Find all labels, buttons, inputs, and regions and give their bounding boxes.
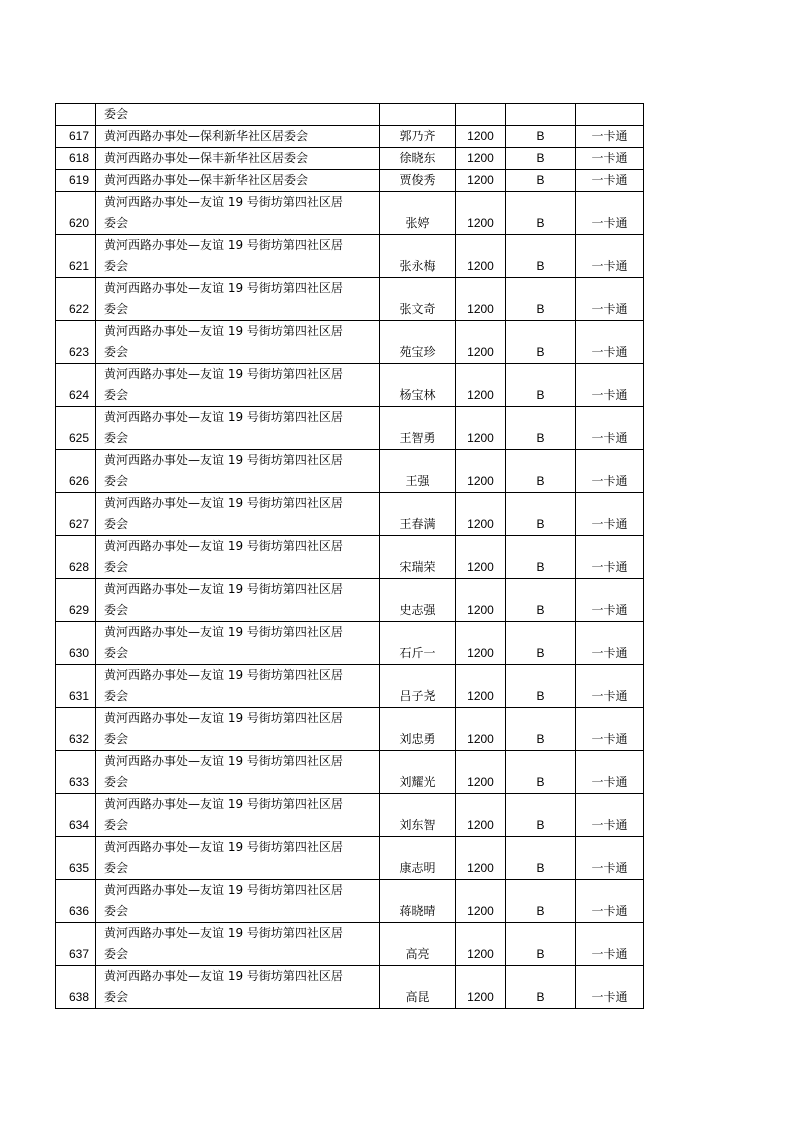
- grade-cell: B: [506, 708, 576, 751]
- amount-cell: 1200: [456, 321, 506, 364]
- type-cell: 一卡通: [576, 450, 644, 493]
- grade-cell: [506, 104, 576, 126]
- amount-cell: 1200: [456, 794, 506, 837]
- amount-cell: 1200: [456, 622, 506, 665]
- grade-cell: B: [506, 148, 576, 170]
- amount-cell: 1200: [456, 278, 506, 321]
- row-number-cell: 629: [56, 579, 96, 622]
- unit-line: 黄河西路办事处—保丰新华社区居委会: [104, 151, 309, 165]
- grade-cell: B: [506, 170, 576, 192]
- unit-line: 黄河西路办事处—友谊 19 号街坊第四社区居: [104, 539, 343, 553]
- type-cell: 一卡通: [576, 126, 644, 148]
- unit-line: 委会: [104, 560, 129, 574]
- grade-cell: B: [506, 966, 576, 1009]
- amount-cell: 1200: [456, 751, 506, 794]
- table-row: [56, 622, 644, 665]
- unit-line: 委会: [104, 345, 129, 359]
- grade-cell: B: [506, 450, 576, 493]
- grade-cell: B: [506, 880, 576, 923]
- amount-cell: 1200: [456, 708, 506, 751]
- unit-line: 黄河西路办事处—友谊 19 号街坊第四社区居: [104, 926, 343, 940]
- type-cell: 一卡通: [576, 278, 644, 321]
- name-cell: 张文奇: [380, 278, 456, 321]
- unit-cell: [96, 192, 380, 235]
- amount-cell: 1200: [456, 493, 506, 536]
- row-number-cell: 632: [56, 708, 96, 751]
- unit-line: 黄河西路办事处—友谊 19 号街坊第四社区居: [104, 754, 343, 768]
- unit-cell: [96, 235, 380, 278]
- type-cell: [576, 104, 644, 126]
- unit-line: 黄河西路办事处—友谊 19 号街坊第四社区居: [104, 840, 343, 854]
- unit-cell: [96, 966, 380, 1009]
- unit-line: 黄河西路办事处—保丰新华社区居委会: [104, 173, 309, 187]
- grade-cell: B: [506, 235, 576, 278]
- amount-cell: 1200: [456, 536, 506, 579]
- row-number-cell: 630: [56, 622, 96, 665]
- table-row: [56, 235, 644, 278]
- unit-line: 黄河西路办事处—友谊 19 号街坊第四社区居: [104, 410, 343, 424]
- table-row: [56, 192, 644, 235]
- unit-cell: [96, 321, 380, 364]
- unit-line: 委会: [104, 517, 129, 531]
- unit-line: 委会: [104, 990, 129, 1004]
- unit-cell: [96, 170, 380, 192]
- name-cell: 吕子尧: [380, 665, 456, 708]
- unit-line: 黄河西路办事处—友谊 19 号街坊第四社区居: [104, 969, 343, 983]
- unit-cell: [96, 450, 380, 493]
- unit-line: 黄河西路办事处—友谊 19 号街坊第四社区居: [104, 324, 343, 338]
- name-cell: 王强: [380, 450, 456, 493]
- unit-cell: [96, 536, 380, 579]
- type-cell: 一卡通: [576, 407, 644, 450]
- table-row: [56, 708, 644, 751]
- table-row: [56, 579, 644, 622]
- table-row: [56, 751, 644, 794]
- name-cell: 张永梅: [380, 235, 456, 278]
- grade-cell: B: [506, 364, 576, 407]
- unit-line: 黄河西路办事处—友谊 19 号街坊第四社区居: [104, 238, 343, 252]
- type-cell: 一卡通: [576, 665, 644, 708]
- type-cell: 一卡通: [576, 794, 644, 837]
- row-number-cell: 624: [56, 364, 96, 407]
- name-cell: 王春满: [380, 493, 456, 536]
- unit-line: 委会: [104, 431, 129, 445]
- table-row: [56, 407, 644, 450]
- type-cell: 一卡通: [576, 880, 644, 923]
- unit-cell: [96, 708, 380, 751]
- row-number-cell: 628: [56, 536, 96, 579]
- unit-cell: [96, 493, 380, 536]
- row-number-cell: 617: [56, 126, 96, 148]
- table-row: [56, 278, 644, 321]
- name-cell: 郭乃齐: [380, 126, 456, 148]
- unit-line: 黄河西路办事处—友谊 19 号街坊第四社区居: [104, 453, 343, 467]
- unit-cell: [96, 364, 380, 407]
- table-row: [56, 966, 644, 1009]
- row-number-cell: 623: [56, 321, 96, 364]
- table-row: [56, 170, 644, 192]
- unit-line: 黄河西路办事处—友谊 19 号街坊第四社区居: [104, 711, 343, 725]
- name-cell: 康志明: [380, 837, 456, 880]
- type-cell: 一卡通: [576, 622, 644, 665]
- roster-table: [55, 103, 644, 1009]
- unit-cell: [96, 622, 380, 665]
- table-row: [56, 794, 644, 837]
- row-number-cell: 625: [56, 407, 96, 450]
- grade-cell: B: [506, 794, 576, 837]
- name-cell: 刘忠勇: [380, 708, 456, 751]
- unit-line: 委会: [104, 388, 129, 402]
- grade-cell: B: [506, 321, 576, 364]
- unit-cell: [96, 923, 380, 966]
- unit-cell: [96, 126, 380, 148]
- row-number-cell: 638: [56, 966, 96, 1009]
- table-row: [56, 880, 644, 923]
- table-row: [56, 364, 644, 407]
- unit-line: 黄河西路办事处—友谊 19 号街坊第四社区居: [104, 281, 343, 295]
- name-cell: 史志强: [380, 579, 456, 622]
- unit-line: 黄河西路办事处—友谊 19 号街坊第四社区居: [104, 582, 343, 596]
- grade-cell: B: [506, 837, 576, 880]
- unit-line: 委会: [104, 107, 129, 121]
- row-number-cell: 618: [56, 148, 96, 170]
- row-number-cell: 631: [56, 665, 96, 708]
- name-cell: 张婷: [380, 192, 456, 235]
- unit-cell: [96, 751, 380, 794]
- unit-line: 委会: [104, 646, 129, 660]
- name-cell: 杨宝林: [380, 364, 456, 407]
- table-row: [56, 536, 644, 579]
- unit-line: 委会: [104, 603, 129, 617]
- table-row: [56, 126, 644, 148]
- amount-cell: 1200: [456, 966, 506, 1009]
- type-cell: 一卡通: [576, 170, 644, 192]
- row-number-cell: 626: [56, 450, 96, 493]
- grade-cell: B: [506, 622, 576, 665]
- grade-cell: B: [506, 665, 576, 708]
- type-cell: 一卡通: [576, 364, 644, 407]
- amount-cell: 1200: [456, 192, 506, 235]
- type-cell: 一卡通: [576, 966, 644, 1009]
- unit-line: 委会: [104, 474, 129, 488]
- row-number-cell: 620: [56, 192, 96, 235]
- table-row: [56, 665, 644, 708]
- amount-cell: 1200: [456, 235, 506, 278]
- grade-cell: B: [506, 278, 576, 321]
- grade-cell: B: [506, 126, 576, 148]
- grade-cell: B: [506, 923, 576, 966]
- unit-cell: [96, 148, 380, 170]
- name-cell: 王智勇: [380, 407, 456, 450]
- name-cell: 石斤一: [380, 622, 456, 665]
- unit-line: 委会: [104, 818, 129, 832]
- row-number-cell: 636: [56, 880, 96, 923]
- table-row: [56, 321, 644, 364]
- amount-cell: [456, 104, 506, 126]
- amount-cell: 1200: [456, 880, 506, 923]
- type-cell: 一卡通: [576, 321, 644, 364]
- grade-cell: B: [506, 493, 576, 536]
- table-row: [56, 148, 644, 170]
- unit-line: 黄河西路办事处—友谊 19 号街坊第四社区居: [104, 625, 343, 639]
- row-number-cell: [56, 104, 96, 126]
- type-cell: 一卡通: [576, 751, 644, 794]
- type-cell: 一卡通: [576, 708, 644, 751]
- row-number-cell: 619: [56, 170, 96, 192]
- row-number-cell: 637: [56, 923, 96, 966]
- unit-line: 黄河西路办事处—友谊 19 号街坊第四社区居: [104, 496, 343, 510]
- unit-line: 黄河西路办事处—友谊 19 号街坊第四社区居: [104, 195, 343, 209]
- type-cell: 一卡通: [576, 192, 644, 235]
- row-number-cell: 634: [56, 794, 96, 837]
- unit-line: 委会: [104, 259, 129, 273]
- unit-line: 黄河西路办事处—友谊 19 号街坊第四社区居: [104, 367, 343, 381]
- amount-cell: 1200: [456, 170, 506, 192]
- grade-cell: B: [506, 579, 576, 622]
- amount-cell: 1200: [456, 364, 506, 407]
- table-row: [56, 837, 644, 880]
- name-cell: 刘耀光: [380, 751, 456, 794]
- grade-cell: B: [506, 407, 576, 450]
- unit-line: 委会: [104, 689, 129, 703]
- unit-cell: [96, 278, 380, 321]
- unit-cell: [96, 794, 380, 837]
- row-number-cell: 621: [56, 235, 96, 278]
- table-row: [56, 450, 644, 493]
- unit-line: 黄河西路办事处—友谊 19 号街坊第四社区居: [104, 668, 343, 682]
- unit-line: 黄河西路办事处—保利新华社区居委会: [104, 129, 309, 143]
- unit-cell: [96, 579, 380, 622]
- name-cell: 苑宝珍: [380, 321, 456, 364]
- unit-cell: [96, 104, 380, 126]
- type-cell: 一卡通: [576, 493, 644, 536]
- name-cell: 贾俊秀: [380, 170, 456, 192]
- unit-line: 委会: [104, 904, 129, 918]
- row-number-cell: 635: [56, 837, 96, 880]
- name-cell: 徐晓东: [380, 148, 456, 170]
- unit-cell: [96, 665, 380, 708]
- unit-cell: [96, 880, 380, 923]
- amount-cell: 1200: [456, 665, 506, 708]
- type-cell: 一卡通: [576, 837, 644, 880]
- amount-cell: 1200: [456, 407, 506, 450]
- amount-cell: 1200: [456, 148, 506, 170]
- type-cell: 一卡通: [576, 235, 644, 278]
- unit-line: 黄河西路办事处—友谊 19 号街坊第四社区居: [104, 797, 343, 811]
- name-cell: 蒋晓晴: [380, 880, 456, 923]
- row-number-cell: 622: [56, 278, 96, 321]
- unit-line: 委会: [104, 861, 129, 875]
- name-cell: 刘东智: [380, 794, 456, 837]
- name-cell: [380, 104, 456, 126]
- unit-line: 委会: [104, 732, 129, 746]
- table-row: [56, 493, 644, 536]
- unit-line: 委会: [104, 216, 129, 230]
- grade-cell: B: [506, 751, 576, 794]
- unit-line: 委会: [104, 302, 129, 316]
- roster-table-body: [56, 104, 644, 1009]
- unit-cell: [96, 837, 380, 880]
- unit-line: 黄河西路办事处—友谊 19 号街坊第四社区居: [104, 883, 343, 897]
- unit-line: 委会: [104, 947, 129, 961]
- name-cell: 高昆: [380, 966, 456, 1009]
- name-cell: 高亮: [380, 923, 456, 966]
- amount-cell: 1200: [456, 923, 506, 966]
- amount-cell: 1200: [456, 450, 506, 493]
- amount-cell: 1200: [456, 579, 506, 622]
- row-number-cell: 633: [56, 751, 96, 794]
- grade-cell: B: [506, 536, 576, 579]
- type-cell: 一卡通: [576, 579, 644, 622]
- table-row: [56, 923, 644, 966]
- table-row-continuation: [56, 104, 644, 126]
- amount-cell: 1200: [456, 837, 506, 880]
- type-cell: 一卡通: [576, 923, 644, 966]
- type-cell: 一卡通: [576, 148, 644, 170]
- amount-cell: 1200: [456, 126, 506, 148]
- type-cell: 一卡通: [576, 536, 644, 579]
- grade-cell: B: [506, 192, 576, 235]
- unit-cell: [96, 407, 380, 450]
- row-number-cell: 627: [56, 493, 96, 536]
- name-cell: 宋瑞荣: [380, 536, 456, 579]
- unit-line: 委会: [104, 775, 129, 789]
